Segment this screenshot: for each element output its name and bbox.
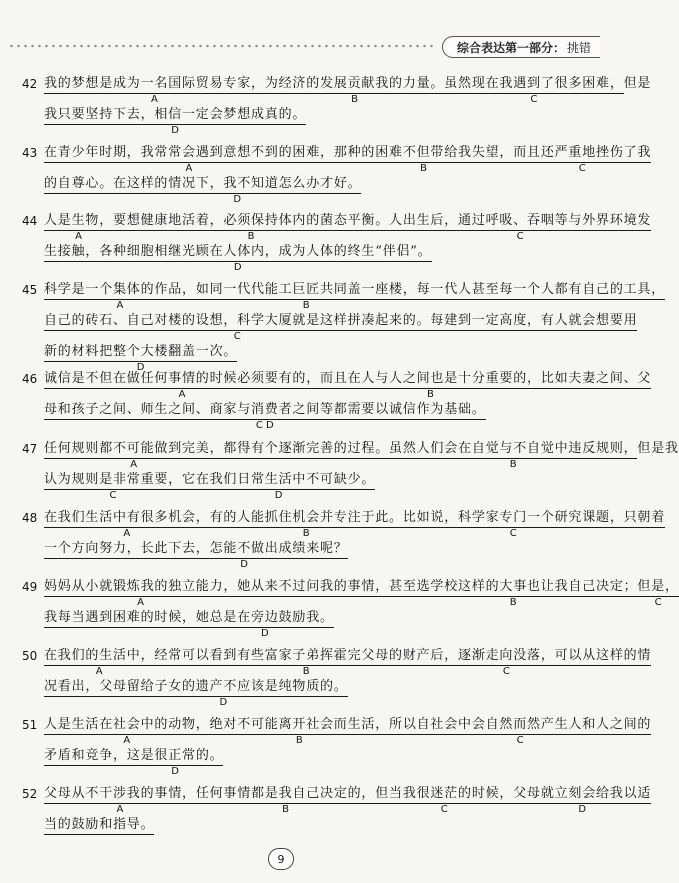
sentence-line	[44, 74, 652, 108]
underlined-segment: 人出生后，通过呼吸、吞咽等与外界环境发 C	[389, 213, 652, 242]
option-label: A	[116, 300, 124, 311]
underlined-segment: 而且还严重地挫伤了我 C	[513, 145, 652, 174]
underlined-segment: 绝对不可能离开社会而生活， B	[209, 717, 390, 746]
underlined-segment: 诚信是不但在做任何事情的时候必须要有的， A	[44, 371, 321, 400]
option-label: B	[282, 804, 289, 815]
option-label: B	[295, 735, 303, 746]
underlined-segment: 这是很正常的。 D	[126, 748, 224, 777]
question-number: 50	[22, 649, 38, 663]
underlined-segment: 父母留给子女的遗产不应该是纯物质的。 D	[99, 679, 348, 708]
sentence-line	[44, 715, 652, 749]
option-label: B	[302, 528, 310, 539]
sentence-line	[44, 677, 564, 711]
underlined-segment: 有的人能抓住机会并专注于此。 B	[209, 510, 403, 539]
sentence-line	[44, 508, 666, 542]
underlined-segment: 她从来不过问我的事情，	[237, 577, 389, 597]
underlined-segment: 而且在人与人之间也是十分重要的， B	[320, 371, 541, 400]
underlined-segment: 我的梦想是成为一名国际贸易专家， A	[44, 76, 265, 105]
underlined-segment: 任何规则都不可能做到完美， A	[44, 441, 224, 470]
question-number: 46	[22, 372, 38, 386]
sentence-line	[44, 539, 564, 573]
underlined-segment: 生接触，各种细胞相继光顾在人体内，成为人体的终生“伴侣”。 D	[44, 244, 432, 273]
option-label: D	[274, 490, 283, 501]
underlined-segment: 妈妈从小就锻炼我的独立能力， A	[44, 579, 238, 608]
option-label: D	[219, 697, 228, 708]
underlined-segment: 母和孩子之间、师生之间、商家与消费者之间等都需要以诚信作为基础。 C D	[44, 402, 486, 431]
underlined-segment: 人是生活在社会中的动物， A	[44, 717, 210, 746]
underlined-segment: 每建到一定高度，有人就会想要用	[430, 311, 637, 331]
underlined-segment: 在我们生活中有很多机会， A	[44, 510, 210, 539]
question-number: 47	[22, 442, 38, 456]
question-number: 45	[22, 283, 38, 297]
page-header	[0, 36, 600, 58]
question-number: 51	[22, 718, 38, 732]
option-label: D	[260, 628, 269, 639]
underlined-segment: 但当我很迷茫的时候， C	[375, 786, 514, 815]
question-number: 52	[22, 787, 38, 801]
question-number: 42	[22, 77, 38, 91]
underlined-segment: 如同一代代能工巨匠共同盖一座楼， B	[195, 282, 417, 311]
option-label: A	[137, 597, 145, 608]
underlined-segment: 的自尊心。	[44, 174, 113, 194]
option-label: B	[351, 94, 358, 105]
sentence-line	[44, 211, 652, 245]
underlined-segment: 虽然人们会在自觉与不自觉中违反规则， B	[389, 441, 638, 470]
underlined-segment: 人是生物， A	[44, 213, 114, 242]
underlined-segment: 长此下去，怎能不做出成绩来呢？ D	[140, 541, 348, 570]
underlined-segment: 所以自社会中会自然而然产生人和人之间的 C	[389, 717, 652, 746]
option-label: A	[123, 528, 131, 539]
underlined-segment: 每一代人甚至每一个人都有自己的工具，	[417, 280, 665, 300]
option-label: B	[302, 666, 310, 677]
underlined-segment: 经常可以看到有些富家子弟挥霍完父母的财产后， B	[154, 648, 459, 677]
sentence-line	[44, 577, 679, 611]
underlined-segment: 认为规则是非常重要， C	[44, 472, 183, 501]
option-label: B	[509, 459, 517, 470]
option-label: C	[654, 597, 662, 608]
underlined-segment: 新的材料把整个大楼翻盖一次。 D	[44, 344, 238, 373]
underlined-segment: 当的鼓励和指导。	[44, 815, 154, 835]
sentence-line	[44, 369, 652, 403]
option-label: B	[420, 163, 427, 174]
underlined-segment: 它在我们日常生活中不可缺少。 D	[182, 472, 376, 501]
sentence-line	[44, 400, 564, 434]
sentence-line	[44, 470, 564, 504]
sentence-line	[44, 105, 564, 139]
option-label: C	[440, 804, 448, 815]
option-label: D	[578, 804, 587, 815]
underlined-segment: 在我们的生活中， A	[44, 648, 155, 677]
underlined-segment: 那种的困难不但带给我失望， B	[333, 145, 514, 174]
option-label: A	[116, 804, 124, 815]
sentence-line	[44, 608, 564, 642]
option-label: A	[150, 94, 158, 105]
option-label: D	[240, 559, 248, 570]
option-label: C	[516, 735, 524, 746]
option-label: A	[178, 389, 186, 400]
sentence-line	[44, 746, 564, 780]
underlined-segment: 科学是一个集体的作品， A	[44, 282, 196, 311]
option-label: B	[302, 300, 310, 311]
option-label: C	[530, 94, 538, 105]
option-label: C	[109, 490, 117, 501]
page-number: 9	[268, 848, 294, 870]
underlined-segment: 比如说，科学家专门一个研究课题， C	[402, 510, 624, 539]
underlined-segment: 一个方向努力，	[44, 539, 141, 559]
dotted-rule	[8, 44, 436, 48]
option-label: C	[233, 331, 241, 342]
option-label: D	[136, 362, 145, 373]
sentence-line	[44, 311, 638, 345]
option-label: B	[509, 597, 517, 608]
option-label: D	[233, 194, 242, 205]
underlined-segment: 她总是在旁边鼓励我。 D	[195, 610, 334, 639]
question-number: 49	[22, 580, 38, 594]
underlined-segment: 甚至选学校这样的大事也让我自己决定； B	[389, 579, 638, 608]
sentence-line	[44, 280, 666, 314]
underlined-segment: 可以从这样的情	[555, 646, 652, 666]
option-label: C	[578, 163, 586, 174]
option-label: C	[502, 666, 510, 677]
underlined-segment: 在这样的情况下，我不知道怎么办才好。 D	[113, 176, 362, 205]
option-label: C	[516, 231, 524, 242]
underlined-segment: 为经济的发展贡献我的力量。 B	[264, 76, 445, 105]
underlined-segment: 只朝着	[624, 508, 665, 528]
option-label: D	[171, 125, 179, 136]
option-label: A	[75, 231, 82, 242]
underlined-segment: 矛盾和竞争，	[44, 746, 127, 766]
sentence-line	[44, 646, 652, 680]
underlined-segment: 要想健康地活着，必须保持体内的菌态平衡。 B	[113, 213, 390, 242]
underlined-segment: 在青少年时期，我常常会遇到意想不到的困难， A	[44, 145, 334, 174]
underlined-segment: 父母从不干涉我的事情， A	[44, 786, 196, 815]
underlined-segment: 但是， C	[637, 579, 679, 608]
option-label: D	[171, 766, 179, 777]
question-number: 48	[22, 511, 38, 525]
sentence-line	[44, 439, 679, 473]
option-label: A	[123, 735, 131, 746]
question-number: 43	[22, 146, 38, 160]
option-label: B	[247, 231, 255, 242]
underlined-segment: 自己的砖石、自己对楼的设想，科学大厦就是这样拼凑起来的。 C	[44, 313, 431, 342]
option-label: A	[95, 666, 103, 677]
section-title-main: 综合表达第一部分：	[457, 40, 566, 55]
section-title-sub: 挑错	[567, 40, 592, 55]
section-title	[442, 36, 600, 58]
underlined-segment: 父母就立刻会给我以适 D	[513, 786, 652, 815]
underlined-segment: 况看出，	[44, 677, 99, 697]
underlined-segment: 虽然现在我遇到了很多困难， C	[444, 76, 624, 105]
option-label: D	[233, 262, 242, 273]
underlined-segment: 任何事情都是我自己决定的， B	[195, 786, 376, 815]
option-label: A	[185, 163, 193, 174]
option-label: C D	[255, 420, 274, 431]
underlined-segment: 我只要坚持下去，相信一定会梦想成真的。 D	[44, 107, 307, 136]
underlined-segment: 比如夫妻之间、父	[541, 369, 651, 389]
underlined-segment: 都得有个逐渐完善的过程。	[223, 439, 389, 459]
sentence-line	[44, 815, 564, 849]
option-label: A	[130, 459, 138, 470]
text-segment: 但是	[623, 76, 652, 91]
option-label: C	[509, 528, 517, 539]
sentence-line	[44, 242, 564, 276]
question-number: 44	[22, 214, 38, 228]
option-label: B	[426, 389, 434, 400]
text-segment: 但是我	[637, 441, 679, 456]
underlined-segment: 我每当遇到困难的时候，	[44, 608, 196, 628]
underlined-segment: 逐渐走向没落， C	[458, 648, 555, 677]
sentence-line	[44, 174, 564, 208]
sentence-line	[44, 784, 652, 818]
sentence-line	[44, 143, 652, 177]
